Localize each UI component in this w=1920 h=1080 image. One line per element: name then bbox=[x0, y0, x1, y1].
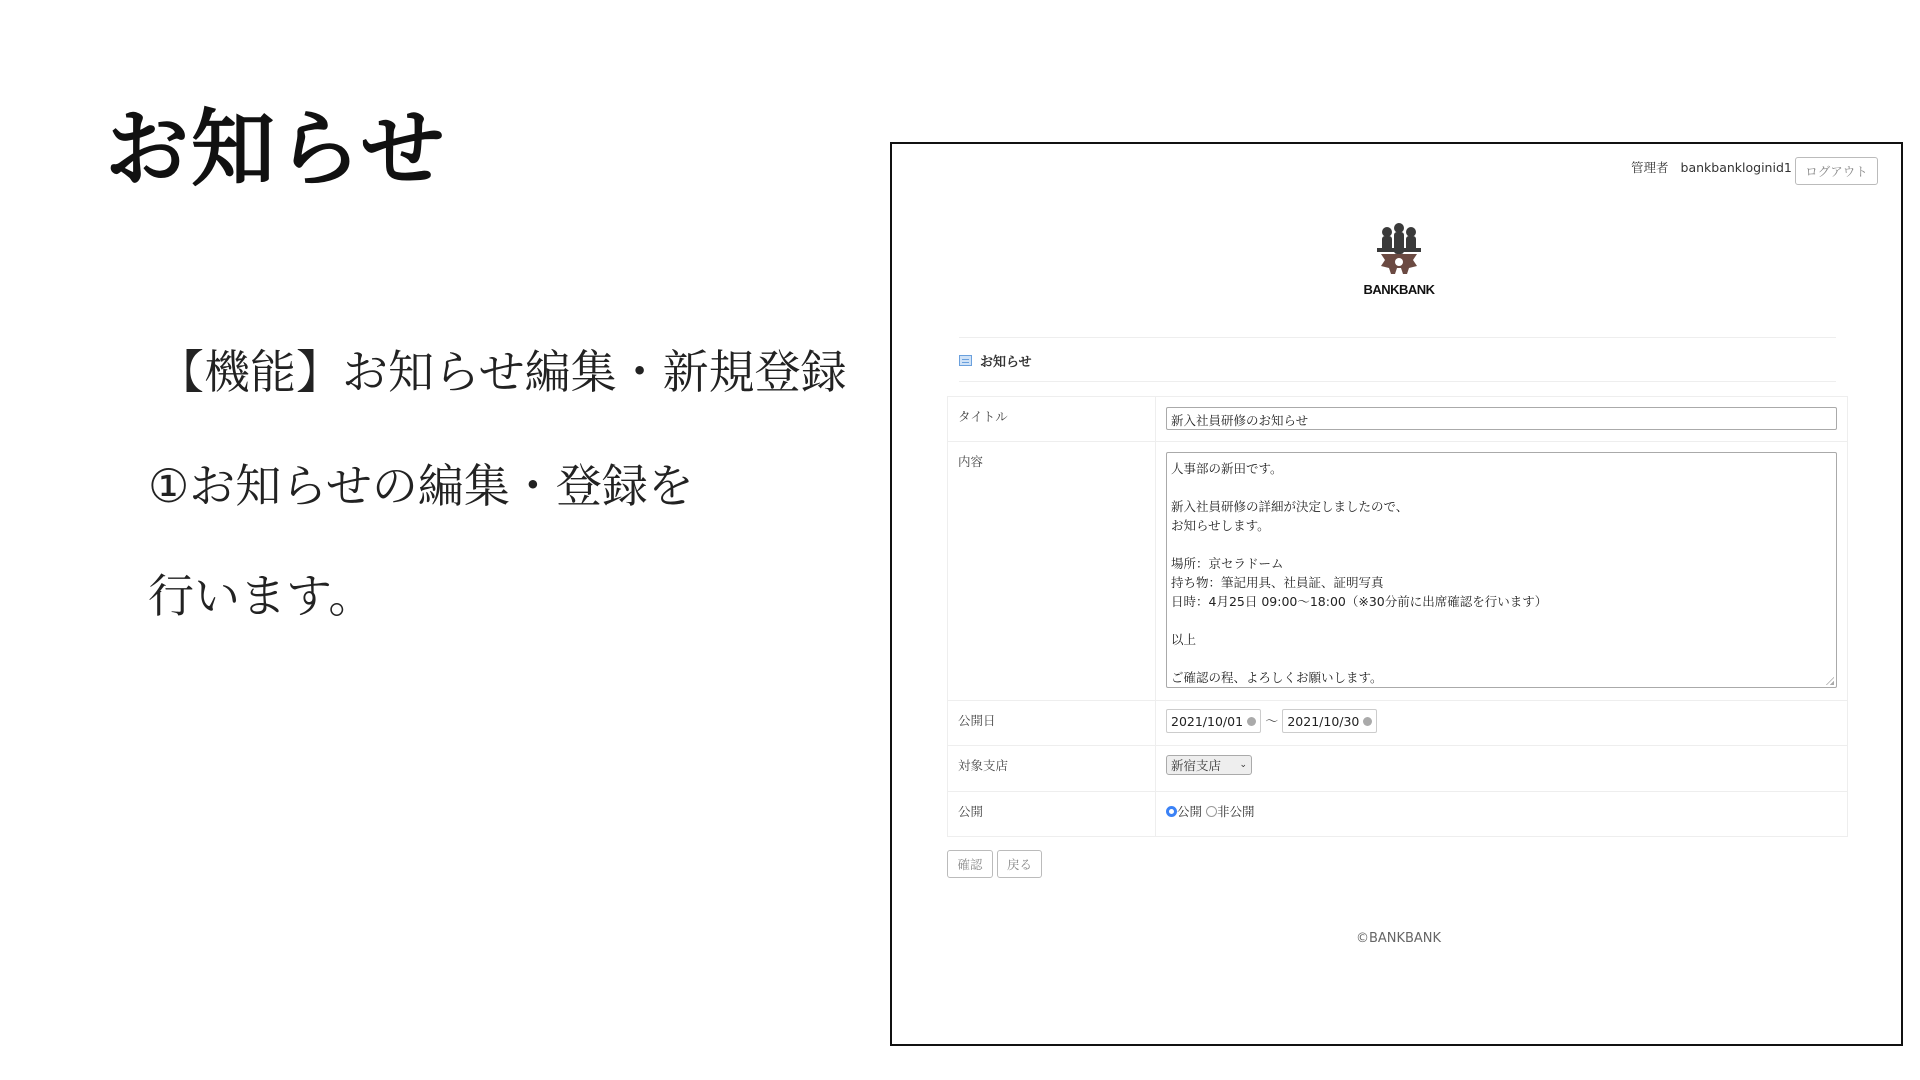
divider bbox=[959, 337, 1836, 338]
date-to-value: 2021/10/30 bbox=[1287, 713, 1360, 729]
description-line-2: 行います。 bbox=[148, 569, 375, 623]
form-row-date bbox=[948, 701, 1848, 746]
chevron-down-icon: ⌄ bbox=[1239, 760, 1247, 770]
radio-public[interactable] bbox=[1166, 806, 1177, 817]
logo-icon bbox=[1373, 222, 1425, 276]
clear-icon[interactable] bbox=[1247, 717, 1256, 726]
user-info bbox=[1631, 158, 1804, 176]
app-screenshot bbox=[890, 142, 1903, 1046]
feature-line: 【機能】お知らせ編集・新規登録 bbox=[158, 345, 847, 399]
date-from-value: 2021/10/01 bbox=[1171, 713, 1244, 729]
form-row-public bbox=[948, 792, 1848, 837]
logo bbox=[1349, 222, 1449, 297]
clear-icon[interactable] bbox=[1363, 717, 1372, 726]
date-from-input[interactable] bbox=[1166, 709, 1261, 733]
content-label: 内容 bbox=[948, 442, 1156, 701]
radio-public-label: 公開 bbox=[1177, 804, 1203, 819]
back-button[interactable]: 戻る bbox=[997, 850, 1042, 878]
radio-private[interactable] bbox=[1206, 806, 1217, 817]
title-input[interactable]: 新入社員研修のお知らせ bbox=[1166, 407, 1837, 430]
notice-form bbox=[947, 396, 1848, 837]
branch-select[interactable] bbox=[1166, 755, 1252, 775]
form-row-branch bbox=[948, 746, 1848, 792]
divider bbox=[959, 381, 1836, 382]
date-to-input[interactable] bbox=[1282, 709, 1377, 733]
section-heading bbox=[959, 351, 1032, 370]
date-label: 公開日 bbox=[948, 701, 1156, 746]
footer-copyright: ©BANKBANK bbox=[1355, 931, 1442, 946]
branch-label: 対象支店 bbox=[948, 746, 1156, 792]
form-row-title bbox=[948, 397, 1848, 442]
section-title: お知らせ bbox=[980, 355, 1032, 370]
slide-title: お知らせ bbox=[105, 100, 447, 198]
form-row-content bbox=[948, 442, 1848, 701]
description-line-1: ①お知らせの編集・登録を bbox=[148, 459, 694, 513]
user-role: 管理者 bbox=[1631, 160, 1669, 175]
logo-text: BANKBANK bbox=[1363, 282, 1435, 297]
content-textarea[interactable]: 人事部の新田です。 新入社員研修の詳細が決定しましたので、 お知らせします。 場所：京セラドーム 持ち物：筆記用具、社員証、証明写真 日時：4月25日 09:00〜18:00（※30分前に出席確認を行います） 以上 ご確認の程、よろしくお願いします。 bbox=[1166, 452, 1837, 688]
user-id: bankbankloginid1 bbox=[1680, 160, 1792, 175]
public-label: 公開 bbox=[948, 792, 1156, 837]
radio-private-label: 非公開 bbox=[1217, 804, 1255, 819]
confirm-button[interactable]: 確認 bbox=[947, 850, 993, 878]
branch-value: 新宿支店 bbox=[1171, 758, 1222, 773]
list-icon bbox=[959, 355, 972, 366]
logout-button[interactable]: ログアウト bbox=[1795, 157, 1878, 185]
date-separator: 〜 bbox=[1265, 714, 1279, 730]
title-label: タイトル bbox=[948, 397, 1156, 442]
